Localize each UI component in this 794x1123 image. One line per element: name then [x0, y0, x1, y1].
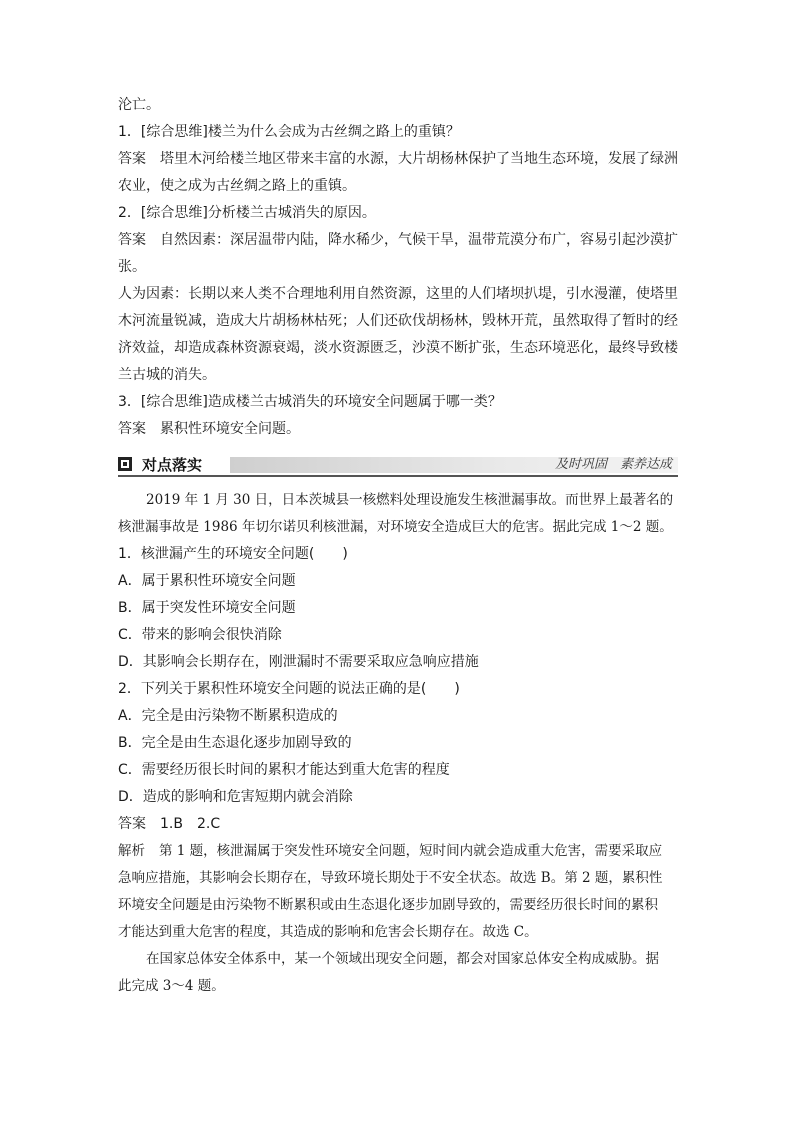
- answer-2-cont: 人为因素：长期以来人类不合理地利用自然资源，这里的人们堵坝扒堤，引水漫灌，使塔里: [118, 286, 678, 302]
- explanation-label: 解析: [118, 843, 145, 859]
- answer-label: 答案: [118, 816, 146, 832]
- option-b: B．完全是由生态退化逐步加剧导致的: [118, 735, 352, 751]
- explanation-cont: 环境安全问题是由污染物不断累积或由生态退化逐步加剧导致的，需要经历很长时间的累积: [118, 897, 658, 913]
- answer-label: 答案: [118, 232, 146, 248]
- explanation-cont: 才能达到重大危害的程度，其造成的影响和危害会长期存在。故选 C。: [118, 924, 538, 940]
- mc-question-1: 1．核泄漏产生的环境安全问题( ): [118, 546, 348, 562]
- answer-2-cont: 张。: [118, 259, 146, 275]
- answer-text: 塔里木河给楼兰地区带来丰富的水源，大片胡杨林保护了当地生态环境，发展了绿洲: [160, 151, 678, 167]
- answer-2-cont: 兰古城的消失。: [118, 367, 216, 383]
- intro-paragraph: 2019 年 1 月 30 日，日本茨城县一核燃料处理设施发生核泄漏事故。而世界上最著名的: [146, 492, 674, 508]
- answer-2: [118, 227, 678, 254]
- answer-label: 答案: [118, 421, 146, 437]
- answer-key: [118, 811, 678, 838]
- text-line: 沦亡。: [118, 97, 160, 113]
- explanation-text: 第 1 题，核泄漏属于突发性环境安全问题，短时间内就会造成重大危害，需要采取应: [159, 843, 663, 859]
- question-3: 3．[综合思维]造成楼兰古城消失的环境安全问题属于哪一类？: [118, 394, 502, 410]
- answer-2-cont: 木河流量锐减，造成大片胡杨林枯死；人们还砍伐胡杨林，毁林开荒，虽然取得了暂时的经: [118, 313, 678, 329]
- banner-heading: [118, 453, 202, 475]
- banner-title: 对点落实: [142, 455, 203, 474]
- banner-subtitle: 及时巩固 素养达成: [554, 457, 672, 472]
- answer-key-text: 1.B 2.C: [160, 816, 221, 832]
- answer-3: [118, 416, 678, 443]
- question-2: 2．[综合思维]分析楼兰古城消失的原因。: [118, 205, 376, 221]
- answer-label: 答案: [118, 151, 146, 167]
- option-c: C．带来的影响会很快消除: [118, 627, 282, 643]
- option-a: A．属于累积性环境安全问题: [118, 573, 296, 589]
- explanation-cont: 急响应措施，其影响会长期存在，导致环境长期处于不安全状态。故选 B。第 2 题，累积性: [118, 870, 663, 886]
- document-page: [118, 92, 678, 1000]
- option-a: A．完全是由污染物不断累积造成的: [118, 708, 338, 724]
- intro-paragraph-cont: 核泄漏事故是 1986 年切尔诺贝利核泄漏，对环境安全造成巨大的危害。据此完成 1～2 题。: [118, 519, 673, 535]
- mc-question-2: 2．下列关于累积性环境安全问题的说法正确的是( ): [118, 681, 460, 697]
- answer-text: 自然因素：深居温带内陆，降水稀少，气候干旱，温带荒漠分布广，容易引起沙漠扩: [160, 232, 678, 248]
- option-d: D．其影响会长期存在，刚泄漏时不需要采取应急响应措施: [118, 654, 479, 670]
- question-1: 1．[综合思维]楼兰为什么会成为古丝绸之路上的重镇？: [118, 124, 460, 140]
- next-intro-paragraph: 在国家总体安全体系中，某一个领域出现安全问题，都会对国家总体安全构成威胁。据: [146, 951, 659, 967]
- square-bullet-icon: [118, 457, 132, 471]
- answer-1: [118, 146, 678, 173]
- option-d: D．造成的影响和危害短期内就会消除: [118, 789, 353, 805]
- option-b: B．属于突发性环境安全问题: [118, 600, 296, 616]
- answer-text: 累积性环境安全问题。: [160, 421, 300, 437]
- answer-2-cont: 济效益，却造成森林资源衰竭，淡水资源匮乏，沙漠不断扩张，生态环境恶化，最终导致楼: [118, 340, 678, 356]
- section-banner: [118, 453, 678, 477]
- option-c: C．需要经历很长时间的累积才能达到重大危害的程度: [118, 762, 450, 778]
- answer-1-cont: 农业，使之成为古丝绸之路上的重镇。: [118, 178, 356, 194]
- explanation: [118, 838, 678, 865]
- next-intro-paragraph-cont: 此完成 3～4 题。: [118, 978, 225, 994]
